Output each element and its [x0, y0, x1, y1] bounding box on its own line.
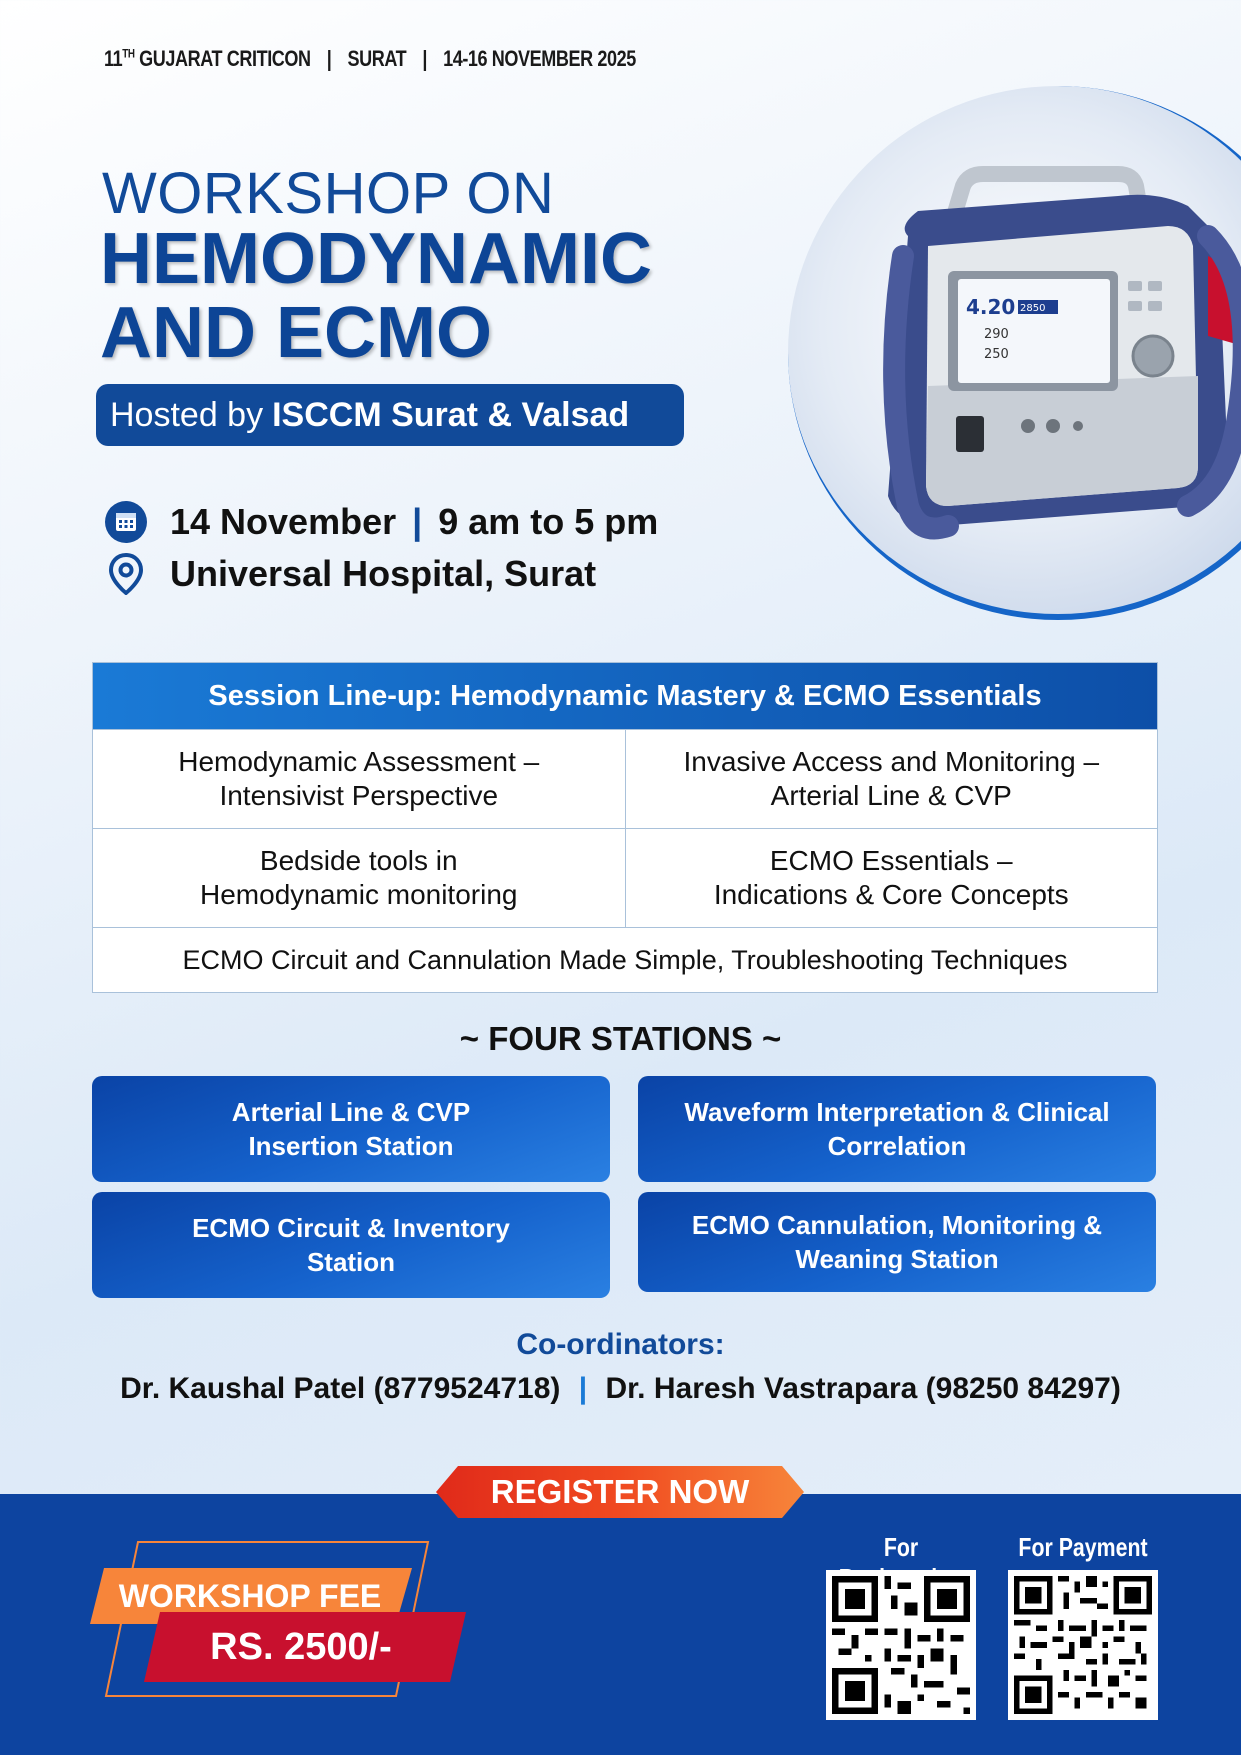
session-line: Hemodynamic monitoring — [200, 879, 518, 910]
conference-city: SURAT — [347, 46, 407, 71]
edition: 11 — [104, 46, 123, 71]
qr-code-icon — [832, 1576, 970, 1714]
registration-qr-label: For — [883, 1532, 919, 1562]
station-line: Insertion Station — [248, 1131, 454, 1161]
event-venue: Universal Hospital, Surat — [170, 553, 597, 594]
station-line: Waveform Interpretation & Clinical — [684, 1097, 1110, 1127]
table-row — [93, 927, 1157, 992]
workshop-fee-amount: RS. 2500/- — [210, 1625, 392, 1668]
coordinators-list — [0, 1372, 1241, 1406]
separator: | — [422, 46, 427, 71]
schedule-row — [104, 500, 658, 544]
event-time: 9 am to 5 pm — [438, 501, 659, 542]
table-row — [93, 828, 1157, 927]
register-now-button[interactable] — [436, 1466, 804, 1518]
station-card — [92, 1192, 610, 1298]
ecmo-device-image — [788, 86, 1241, 620]
station-card — [92, 1076, 610, 1182]
register-now-label: REGISTER NOW — [490, 1473, 750, 1510]
session-line: Indications & Core Concepts — [713, 879, 1069, 910]
conference-name: GUJARAT CRITICON — [139, 46, 311, 71]
venue-row — [104, 552, 596, 596]
coordinators-title: Co-ordinators: — [516, 1328, 725, 1361]
session-line: Arterial Line & CVP — [770, 780, 1012, 811]
session-line: Hemodynamic Assessment – — [178, 746, 540, 777]
workshop-fee-label: WORKSHOP FEE — [118, 1577, 382, 1614]
conference-dates: 14-16 NOVEMBER 2025 — [443, 46, 636, 71]
station-line: ECMO Cannulation, Monitoring & — [691, 1210, 1103, 1240]
edition-suffix: TH — [122, 46, 135, 61]
station-line: Arterial Line & CVP — [231, 1097, 471, 1127]
location-pin-icon — [104, 552, 148, 596]
stations-title: ~ FOUR STATIONS ~ — [459, 1020, 782, 1057]
device-screen-value: 290 — [984, 327, 1009, 342]
coordinator-name: Dr. Kaushal Patel (8779524718) — [120, 1372, 561, 1405]
session-item — [625, 829, 1158, 927]
registration-qr-code[interactable] — [826, 1570, 976, 1720]
session-item — [625, 730, 1158, 828]
ecmo-device-icon — [788, 86, 1241, 620]
session-line: ECMO Essentials – — [769, 845, 1013, 876]
coordinator-separator: | — [578, 1372, 588, 1405]
session-line: Invasive Access and Monitoring – — [683, 746, 1100, 777]
qr-code-icon — [1014, 1576, 1152, 1714]
station-card — [638, 1192, 1156, 1292]
session-item — [93, 829, 625, 927]
hosted-prefix: Hosted by — [110, 395, 264, 434]
conference-line — [104, 46, 636, 72]
session-item — [93, 730, 625, 828]
session-lineup-header: Session Line-up: Hemodynamic Mastery & ECMO Essentials — [93, 663, 1157, 729]
station-card — [638, 1076, 1156, 1182]
payment-qr-code[interactable] — [1008, 1570, 1158, 1720]
device-screen-value: 250 — [984, 347, 1009, 362]
payment-qr-label: For Payment — [1018, 1532, 1148, 1562]
table-row — [93, 729, 1157, 828]
title-workshop-on: WORKSHOP ON — [102, 161, 555, 226]
station-line: Correlation — [827, 1131, 967, 1161]
page-title — [100, 219, 652, 373]
hosted-by-badge — [96, 384, 684, 446]
title-line-and-ecmo: AND ECMO — [100, 293, 492, 373]
session-line: Bedside tools in — [259, 845, 458, 876]
station-line: Station — [306, 1247, 396, 1277]
device-screen-value: 2850 — [1020, 303, 1046, 314]
station-line: ECMO Circuit & Inventory — [192, 1213, 510, 1243]
hosted-host: ISCCM Surat & Valsad — [272, 395, 630, 434]
workshop-fee-badge — [90, 1540, 470, 1700]
title-line-hemodynamic: HEMODYNAMIC — [100, 219, 652, 299]
calendar-icon — [104, 500, 148, 544]
session-item: ECMO Circuit and Cannulation Made Simple, Troubleshooting Techniques — [182, 945, 1068, 975]
schedule-separator: | — [412, 501, 423, 542]
session-line: Intensivist Perspective — [219, 780, 499, 811]
device-screen-value: 4.20 — [966, 295, 1016, 319]
separator: | — [326, 46, 332, 71]
station-line: Weaning Station — [795, 1244, 999, 1274]
coordinator-name: Dr. Haresh Vastrapara (98250 84297) — [605, 1372, 1121, 1405]
event-date: 14 November — [170, 501, 397, 542]
session-lineup-table — [92, 662, 1158, 993]
